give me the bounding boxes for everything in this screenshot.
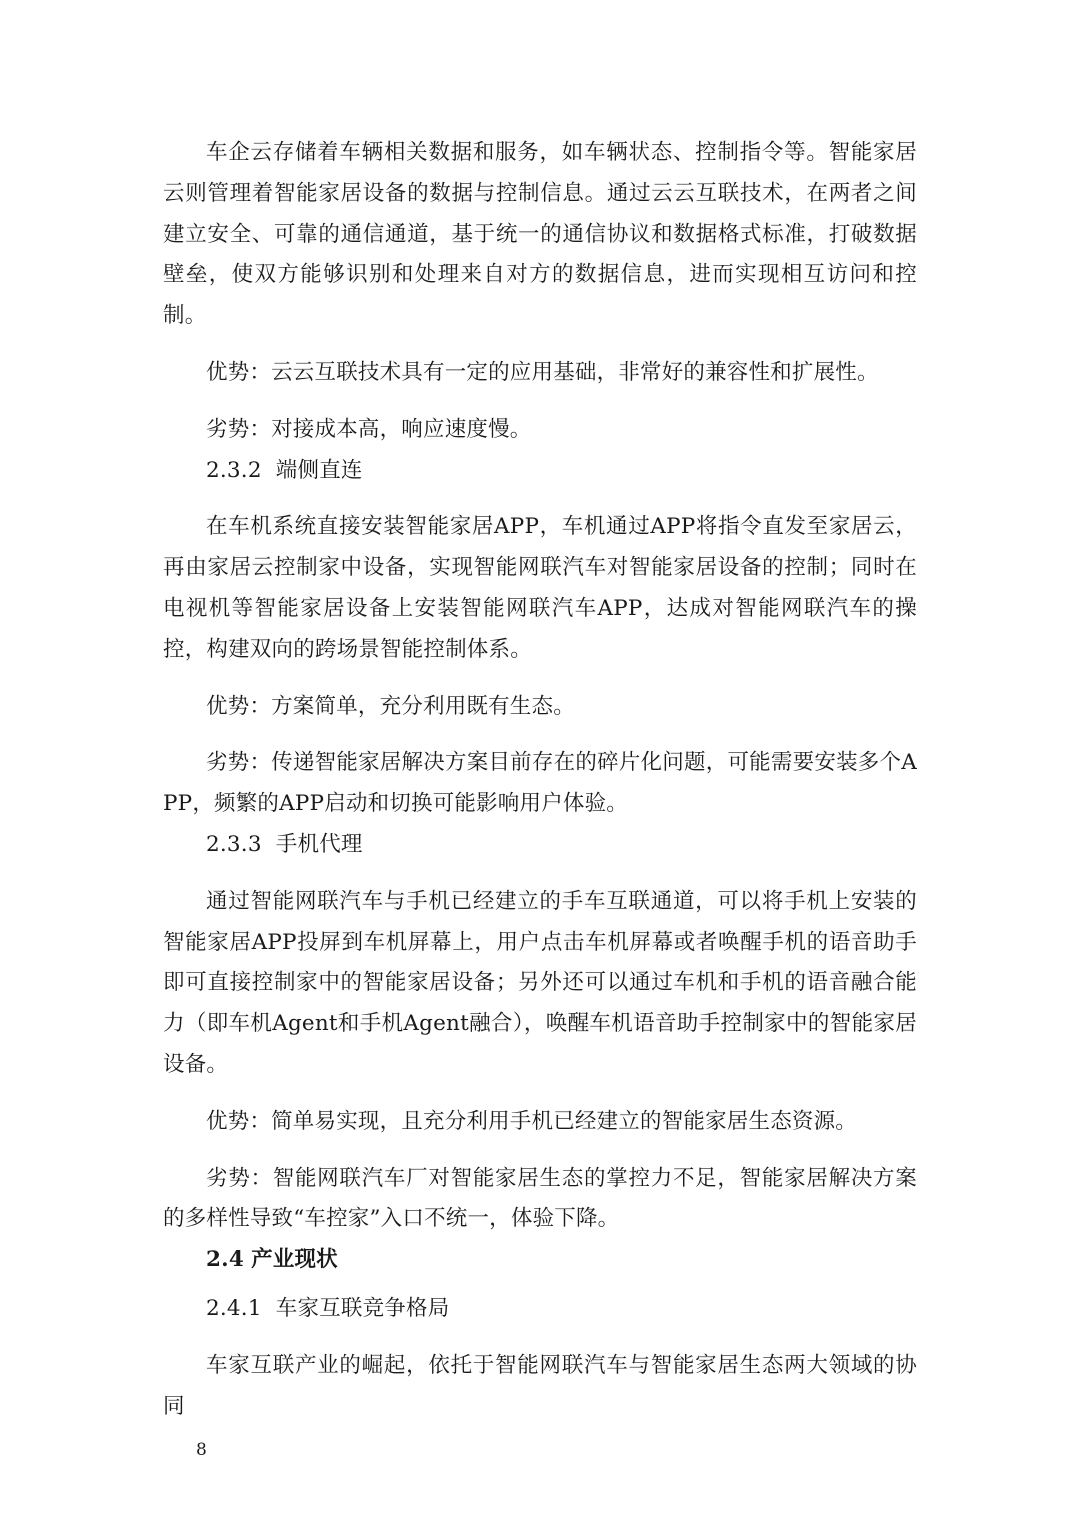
paragraph-cloud-advantage: 优势：云云互联技术具有一定的应用基础，非常好的兼容性和扩展性。 bbox=[206, 359, 879, 385]
paragraph-direct-advantage: 优势：方案简单，充分利用既有生态。 bbox=[206, 693, 575, 719]
heading-2-3-2-number: 2.3.2 bbox=[206, 457, 262, 483]
page-number: 8 bbox=[196, 1440, 207, 1460]
heading-2-4-title: 产业现状 bbox=[251, 1247, 338, 1273]
heading-2-4-1 bbox=[163, 1289, 917, 1330]
heading-2-3-3-number: 2.3.3 bbox=[206, 831, 262, 857]
heading-2-4-1-title: 车家互联竞争格局 bbox=[275, 1295, 450, 1321]
heading-2-3-2-title: 端侧直连 bbox=[275, 457, 363, 483]
heading-2-3-3-title: 手机代理 bbox=[275, 831, 363, 857]
heading-2-4 bbox=[163, 1240, 917, 1281]
heading-2-3-2 bbox=[163, 451, 917, 492]
paragraph-cloud-disadvantage: 劣势：对接成本高，响应速度慢。 bbox=[206, 416, 532, 442]
page-body bbox=[163, 133, 917, 1427]
paragraph-phone-disadvantage: 劣势：智能网联汽车厂对智能家居生态的掌控力不足，智能家居解决方案的多样性导致“车控家”入口不统一，体验下降。 bbox=[163, 1165, 917, 1232]
paragraph-industry-rise: 车家互联产业的崛起，依托于智能网联汽车与智能家居生态两大领域的协同 bbox=[163, 1352, 917, 1419]
paragraph-phone-proxy: 通过智能网联汽车与手机已经建立的手车互联通道，可以将手机上安装的智能家居APP投屏到车机屏幕上，用户点击车机屏幕或者唤醒手机的语音助手即可直接控制家中的智能家居设备；另外还可以通过车机和手机的语音融合能力（即车机Agent和手机Agent融合），唤醒车机语音助手控制家中的智能家居设备。 bbox=[163, 888, 917, 1077]
heading-2-3-3 bbox=[163, 825, 917, 866]
paragraph-phone-advantage: 优势：简单易实现，且充分利用手机已经建立的智能家居生态资源。 bbox=[206, 1108, 858, 1134]
paragraph-direct-disadvantage: 劣势：传递智能家居解决方案目前存在的碎片化问题，可能需要安装多个APP，频繁的APP启动和切换可能影响用户体验。 bbox=[163, 750, 917, 817]
heading-2-4-1-number: 2.4.1 bbox=[206, 1295, 262, 1321]
heading-2-4-number: 2.4 bbox=[206, 1247, 245, 1273]
paragraph-cloud-storage: 车企云存储着车辆相关数据和服务，如车辆状态、控制指令等。智能家居云则管理着智能家居设备的数据与控制信息。通过云云互联技术，在两者之间建立安全、可靠的通信通道，基于统一的通信协议和数据格式标准，打破数据壁垒，使双方能够识别和处理来自对方的数据信息，进而实现相互访问和控制。 bbox=[163, 140, 917, 329]
paragraph-direct-connect: 在车机系统直接安装智能家居APP，车机通过APP将指令直发至家居云，再由家居云控制家中设备，实现智能网联汽车对智能家居设备的控制；同时在电视机等智能家居设备上安装智能网联汽车APP，达成对智能网联汽车的操控，构建双向的跨场景智能控制体系。 bbox=[163, 514, 917, 662]
